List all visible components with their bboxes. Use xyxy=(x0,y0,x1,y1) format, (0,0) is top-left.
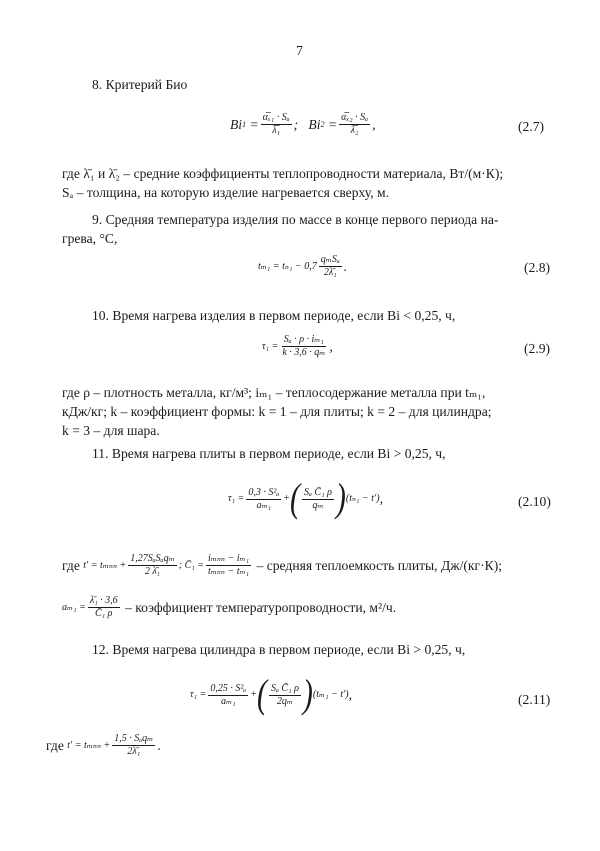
formula-2-11: τ₁ = $\frac{\text{0,25 · S²ₐ}}{\text{aₘ₁}}$ + ( $\frac{\text{Sₐ C̄₁ ρ}}{\text{2qₘ}}$ ) (tₘ₁ − t′) , xyxy=(190,672,353,717)
formula-2-7-den1: λ̅₁ xyxy=(272,125,281,136)
formula-2-10-den1: aₘ₁ xyxy=(256,499,272,511)
eq-number-2-7: (2.7) xyxy=(518,119,545,134)
eq-number-2-10: (2.10) xyxy=(518,494,551,509)
formula-2-11-den1: aₘ₁ xyxy=(220,695,236,707)
section-10-where-line1: где ρ – плотность металла, кг/м³; iₘ₁ – теплосодержание металла при tₘ₁, xyxy=(62,385,486,400)
formula-2-10-frac2 xyxy=(302,487,334,512)
where-2-10-t-prime-den: 2 λ̄₁ xyxy=(144,566,161,577)
eq-number-2-9: (2.9) xyxy=(524,341,551,356)
where-2-11-prefix: где xyxy=(46,737,64,753)
formula-2-10-num1: 0,3 · S²ₐ xyxy=(248,486,280,498)
formula-2-9-frac xyxy=(280,334,327,359)
formula-2-11-frac2 xyxy=(269,683,301,708)
formula-2-9-num: Sₐ · ρ · iₘ₁ xyxy=(283,334,324,345)
formula-2-10-lhs: τ₁ = xyxy=(228,493,245,504)
where-2-10-c1-num: iₘₙₙ − iₘ₁ xyxy=(207,553,250,564)
section-11-where-line1 xyxy=(62,553,502,578)
where-2-10-prefix: где xyxy=(62,557,80,573)
formula-2-8-frac xyxy=(319,254,342,279)
formula-2-11-frac1 xyxy=(208,683,248,708)
page-number: 7 xyxy=(296,44,303,59)
formula-2-10: τ₁ = $\frac{\text{0,3 · S²ₐ}}{\text{aₘ₁}}$ + ( $\frac{\text{Sₐ C̄₁ ρ}}{\text{qₘ}}$ ) (tₙ₁ − t′) , xyxy=(228,476,383,521)
formula-2-8-den: 2λ̄₁ xyxy=(323,267,337,278)
formula-2-11-num1: 0,25 · S²ₐ xyxy=(210,682,247,694)
formula-2-7-lhs1-sub: 1 xyxy=(242,119,247,129)
where-2-10-a-num: λ̄₁ · 3,6 xyxy=(89,595,118,606)
where-2-10-a-lhs: aₘ₁ = xyxy=(62,601,86,613)
formula-2-11-tail: (tₘ₁ − t′) xyxy=(312,689,349,700)
formula-2-7: Bi 1 = $\frac{\text{α̅ₓ₁ · Sₐ}}{\text{λ̅₁}}$ ; Bi 2 = $\frac{\text{α̅ₓ₂ · Sₐ}}{\text{λ̅₂}}$ , xyxy=(230,112,376,136)
where-2-10-c1-den: tₘₙₙ − tₘ₁ xyxy=(207,566,250,577)
section-12-where-line: где t′ = tₘₙₙ + $\frac{\text{1,5 · Sₐqₘ}}{\text{2λ̄₁}}$ . xyxy=(46,733,161,757)
formula-2-7-frac2 xyxy=(339,112,370,137)
formula-2-10-den2: qₘ xyxy=(312,499,324,511)
section-9-line1: 9. Средняя температура изделия по массе в конце первого периода на- xyxy=(92,212,499,227)
section-11-where-line2 xyxy=(62,595,396,620)
formula-2-9-lhs: τ₁ = xyxy=(262,340,279,352)
formula-2-9: τ₁ = $\frac{\text{Sₐ · ρ · iₘ₁}}{\text{k · 3,6 · qₘ}}$ , xyxy=(262,334,333,358)
where-2-10-a-frac xyxy=(88,595,120,620)
section-8-where-line1: где λ̄₁ и λ̄₂ – средние коэффициенты теплопроводности материала, Вт/(м·К); xyxy=(62,166,504,181)
formula-2-7-num1: α̅ₓ₁ · Sₐ xyxy=(262,112,290,123)
section-8-where-line2: Sₐ – толщина, на которую изделие нагревается сверху, м. xyxy=(62,185,390,200)
where-2-10-t-prime-frac xyxy=(128,553,176,578)
formula-2-10-frac1 xyxy=(246,487,281,512)
formula-2-10-tail: (tₙ₁ − t′) xyxy=(345,493,380,504)
section-10-where-line3: k = 3 – для шара. xyxy=(62,423,160,438)
where-2-10-c1-text: – средняя теплоемкость плиты, Дж/(кг·К); xyxy=(256,557,503,573)
formula-2-7-num2: α̅ₓ₂ · Sₐ xyxy=(341,112,369,123)
formula-2-7-lhs1: Bi xyxy=(230,116,243,132)
where-2-10-t-prime-lhs: t′ = tₘₙₙ + xyxy=(83,559,127,571)
section-11-line1: 11. Время нагрева плиты в первом периоде, если Bi > 0,25, ч, xyxy=(92,446,446,461)
where-2-11-t-prime-num: 1,5 · Sₐqₘ xyxy=(114,733,154,744)
section-9-line2: грева, °С, xyxy=(62,231,118,246)
section-10-where-line2: кДж/кг; k – коэффициент формы: k = 1 – для плиты; k = 2 – для цилиндра; xyxy=(62,404,492,419)
formula-2-9-den: k · 3,6 · qₘ xyxy=(282,347,326,358)
formula-2-10-num2: Sₐ C̄₁ ρ xyxy=(304,486,332,498)
where-2-10-c1-frac xyxy=(206,553,251,578)
formula-2-11-den2: 2qₘ xyxy=(276,695,293,707)
where-2-11-t-prime-den: 2λ̄₁ xyxy=(127,746,141,757)
where-2-10-t-prime-num: 1,27SₐSₐqₘ xyxy=(130,553,175,564)
formula-2-7-frac1 xyxy=(261,112,292,137)
formula-2-8-lhs: tₘ₁ = tₙ₁ − 0,7 xyxy=(258,260,317,272)
where-2-10-c1-lhs: ; C̄₁ = xyxy=(178,559,204,571)
formula-2-11-lhs: τ₁ = xyxy=(190,689,207,700)
formula-2-8: tₘ₁ = tₙ₁ − 0,7 $\frac{\text{qₘSₐ}}{\text{2λ̄₁}}$ . xyxy=(258,254,348,278)
where-2-11-t-prime-frac xyxy=(112,733,155,758)
where-2-10-a-text: – коэффициент температуропроводности, м²/ч. xyxy=(125,599,397,615)
formula-2-7-lhs2-sub: 2 xyxy=(320,119,325,129)
where-2-11-t-prime-lhs: t′ = tₘₙₙ + xyxy=(67,739,111,751)
eq-number-2-11: (2.11) xyxy=(518,692,551,707)
section-8-heading: 8. Критерий Био xyxy=(92,77,188,92)
formula-2-8-num: qₘSₐ xyxy=(320,254,340,265)
formula-2-7-lhs2: Bi xyxy=(308,116,321,132)
formula-2-7-den2: λ̅₂ xyxy=(350,125,359,136)
where-2-10-a-den: C̄₁ ρ xyxy=(95,608,113,619)
formula-2-11-num2: Sₐ C̄₁ ρ xyxy=(271,682,299,694)
section-12-line1: 12. Время нагрева цилиндра в первом периоде, если Bi > 0,25, ч, xyxy=(92,642,466,657)
section-10-line1: 10. Время нагрева изделия в первом периоде, если Bi < 0,25, ч, xyxy=(92,308,456,323)
eq-number-2-8: (2.8) xyxy=(524,260,551,275)
